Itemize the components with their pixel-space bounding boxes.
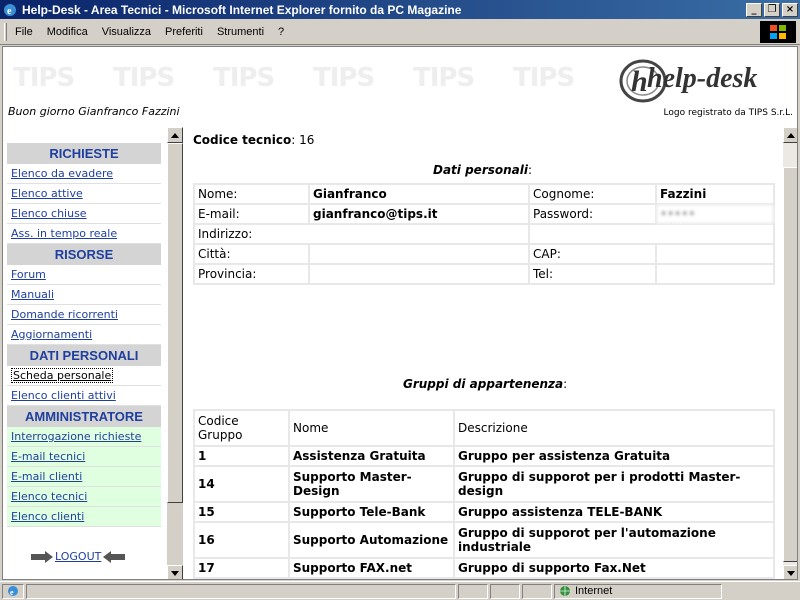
codice-tecnico [193, 133, 314, 147]
nav-link[interactable]: Elenco clienti [11, 510, 85, 523]
groups-title-text: Gruppi di appartenenza [403, 377, 564, 391]
nav-link[interactable]: Elenco attive [11, 187, 83, 200]
cap-label: CAP: [530, 245, 655, 263]
col-codice-header: Codice Gruppo [195, 411, 288, 445]
nav-forum [7, 265, 161, 285]
scroll-down-button[interactable] [783, 565, 798, 580]
greeting-text: Buon giorno Gianfranco Fazzini [8, 105, 180, 118]
window-titlebar [0, 0, 800, 19]
nav-manuali [7, 285, 161, 305]
globe-icon [559, 585, 571, 597]
nav-ass-tempo-reale [7, 224, 161, 244]
svg-text:e: e [10, 588, 14, 597]
section-richieste: RICHIESTE [7, 143, 161, 164]
nome-value: Gianfranco [310, 185, 528, 203]
nav-link[interactable]: Domande ricorrenti [11, 308, 118, 321]
menu-file[interactable]: File [15, 25, 33, 38]
nav-link[interactable]: Elenco chiuse [11, 207, 87, 220]
password-label: Password: [530, 205, 655, 223]
svg-text:h: h [631, 65, 648, 98]
group-name [290, 579, 453, 580]
nav-link[interactable]: Forum [11, 268, 46, 281]
page-icon [2, 584, 24, 599]
main-panel [187, 127, 783, 580]
table-row [195, 523, 773, 557]
zone-indicator [554, 584, 722, 599]
nav-elenco-da-evadere [7, 164, 161, 184]
nav-scheda-personale [7, 366, 161, 386]
ie-icon [2, 2, 18, 18]
browser-content [2, 46, 798, 580]
page-header [3, 47, 798, 127]
svg-text:e: e [7, 5, 12, 17]
codice-value: 16 [299, 133, 315, 147]
menu-strumenti[interactable]: Strumenti [216, 25, 265, 38]
email-label: E-mail: [195, 205, 308, 223]
scroll-up-button[interactable] [167, 127, 183, 143]
colon: : [563, 377, 568, 391]
status-blank [490, 584, 520, 599]
logo-text: help-desk [647, 63, 758, 94]
nav-link[interactable]: Ass. in tempo reale [11, 227, 118, 240]
codice-sep: : [291, 133, 296, 147]
cap-value [657, 245, 773, 263]
watermark: TIPS [313, 63, 375, 93]
scroll-thumb[interactable] [783, 167, 798, 562]
nav-aggiornamenti [7, 325, 161, 345]
nav-link[interactable]: E-mail tecnici [11, 450, 86, 463]
groups-table [193, 409, 775, 580]
table-row [195, 447, 773, 465]
provincia-value [310, 265, 528, 283]
nav-link[interactable]: Elenco clienti attivi [11, 389, 116, 402]
citta-value [310, 245, 528, 263]
group-code: 17 [195, 559, 288, 577]
zone-label: Internet [575, 585, 613, 597]
menu-help[interactable]: ? [278, 25, 285, 38]
menu-preferiti[interactable]: Preferiti [165, 25, 203, 38]
table-row [195, 467, 773, 501]
group-name: Supporto Master-Design [290, 467, 453, 501]
nav-link[interactable]: Elenco da evadere [11, 167, 114, 180]
indirizzo-label: Indirizzo: [195, 225, 528, 243]
codice-label: Codice tecnico [193, 133, 292, 147]
arrow-left-icon [103, 551, 125, 563]
minimize-button[interactable]: _ [746, 3, 762, 17]
group-desc: Gruppo di supporto Fax.Net [455, 559, 773, 577]
provincia-label: Provincia: [195, 265, 308, 283]
group-desc: Gruppo di supporot per l'automazione industriale [455, 523, 773, 557]
window-title: Help-Desk - Area Tecnici - Microsoft Internet Explorer fornito da PC Magazine [22, 2, 462, 17]
nav-elenco-clienti [7, 507, 161, 527]
tel-value [657, 265, 773, 283]
watermark: TIPS [13, 63, 75, 93]
menu-visualizza[interactable]: Visualizza [101, 25, 152, 38]
nome-label: Nome: [195, 185, 308, 203]
sidebar-scrollbar[interactable] [167, 127, 183, 580]
watermark: TIPS [113, 63, 175, 93]
cognome-label: Cognome: [530, 185, 655, 203]
group-desc: Gruppo di supporot per i prodotti Master-design [455, 467, 773, 501]
nav-elenco-attive [7, 184, 161, 204]
personal-title-text: Dati personali [433, 163, 528, 177]
group-name: Supporto Automazione [290, 523, 453, 557]
logout-area [31, 550, 125, 563]
nav-domande-ricorrenti [7, 305, 161, 325]
status-text [26, 584, 456, 599]
section-dati-personali: DATI PERSONALI [7, 345, 161, 366]
group-name: Supporto FAX.net [290, 559, 453, 577]
scroll-up-button[interactable] [783, 127, 798, 143]
section-amministratore: AMMINISTRATORE [7, 406, 161, 427]
table-row [195, 559, 773, 577]
nav-email-clienti [7, 467, 161, 487]
nav-interrogazione-richieste [7, 427, 161, 447]
tel-label: Tel: [530, 265, 655, 283]
main-scrollbar[interactable] [783, 127, 798, 580]
helpdesk-logo [613, 55, 793, 103]
password-value: ••••• [657, 205, 773, 223]
col-nome-header: Nome [290, 411, 453, 445]
group-code: 14 [195, 467, 288, 501]
status-bar [0, 581, 800, 600]
menu-modifica[interactable]: Modifica [46, 25, 88, 38]
watermark: TIPS [513, 63, 575, 93]
nav-link[interactable]: Elenco tecnici [11, 490, 88, 503]
close-button[interactable]: × [782, 3, 798, 17]
nav-elenco-tecnici [7, 487, 161, 507]
citta-label: Città: [195, 245, 308, 263]
group-desc: Gruppo assistenza TELE-BANK [455, 503, 773, 521]
section-risorse: RISORSE [7, 244, 161, 265]
status-blank [458, 584, 488, 599]
table-row [195, 579, 773, 580]
group-code [195, 579, 288, 580]
nav-link[interactable]: Aggiornamenti [11, 328, 93, 341]
colon: : [528, 163, 533, 177]
group-desc: Gruppo per assistenza Gratuita [455, 447, 773, 465]
nav-link[interactable]: Interrogazione richieste [11, 430, 142, 443]
group-name: Supporto Tele-Bank [290, 503, 453, 521]
status-blank [522, 584, 552, 599]
logo-note: Logo registrato da TIPS S.r.L. [663, 108, 793, 118]
group-desc [455, 579, 773, 580]
col-descrizione-header: Descrizione [455, 411, 773, 445]
group-code: 16 [195, 523, 288, 557]
nav-link[interactable]: Scheda personale [13, 369, 112, 382]
logout-link[interactable]: LOGOUT [55, 550, 102, 563]
group-name: Assistenza Gratuita [290, 447, 453, 465]
cognome-value: Fazzini [657, 185, 773, 203]
maximize-button[interactable]: ❐ [764, 3, 780, 17]
nav-link[interactable]: Manuali [11, 288, 55, 301]
group-code: 1 [195, 447, 288, 465]
personal-table [193, 183, 775, 285]
nav-elenco-clienti-attivi [7, 386, 161, 406]
toolbar-grip [4, 23, 7, 41]
watermark: TIPS [213, 63, 275, 93]
groups-title [403, 377, 567, 391]
scroll-thumb[interactable] [167, 143, 183, 503]
menu-bar [0, 19, 800, 45]
nav-email-tecnici [7, 447, 161, 467]
scroll-down-button[interactable] [167, 565, 183, 580]
email-value: gianfranco@tips.it [310, 205, 528, 223]
table-row [195, 503, 773, 521]
arrow-right-icon [31, 551, 53, 563]
watermark: TIPS [413, 63, 475, 93]
windows-logo-icon [760, 21, 796, 43]
group-code: 15 [195, 503, 288, 521]
indirizzo-value [530, 225, 773, 243]
nav-link[interactable]: E-mail clienti [11, 470, 83, 483]
personal-title [433, 163, 532, 177]
sidebar [3, 127, 183, 580]
nav-elenco-chiuse [7, 204, 161, 224]
